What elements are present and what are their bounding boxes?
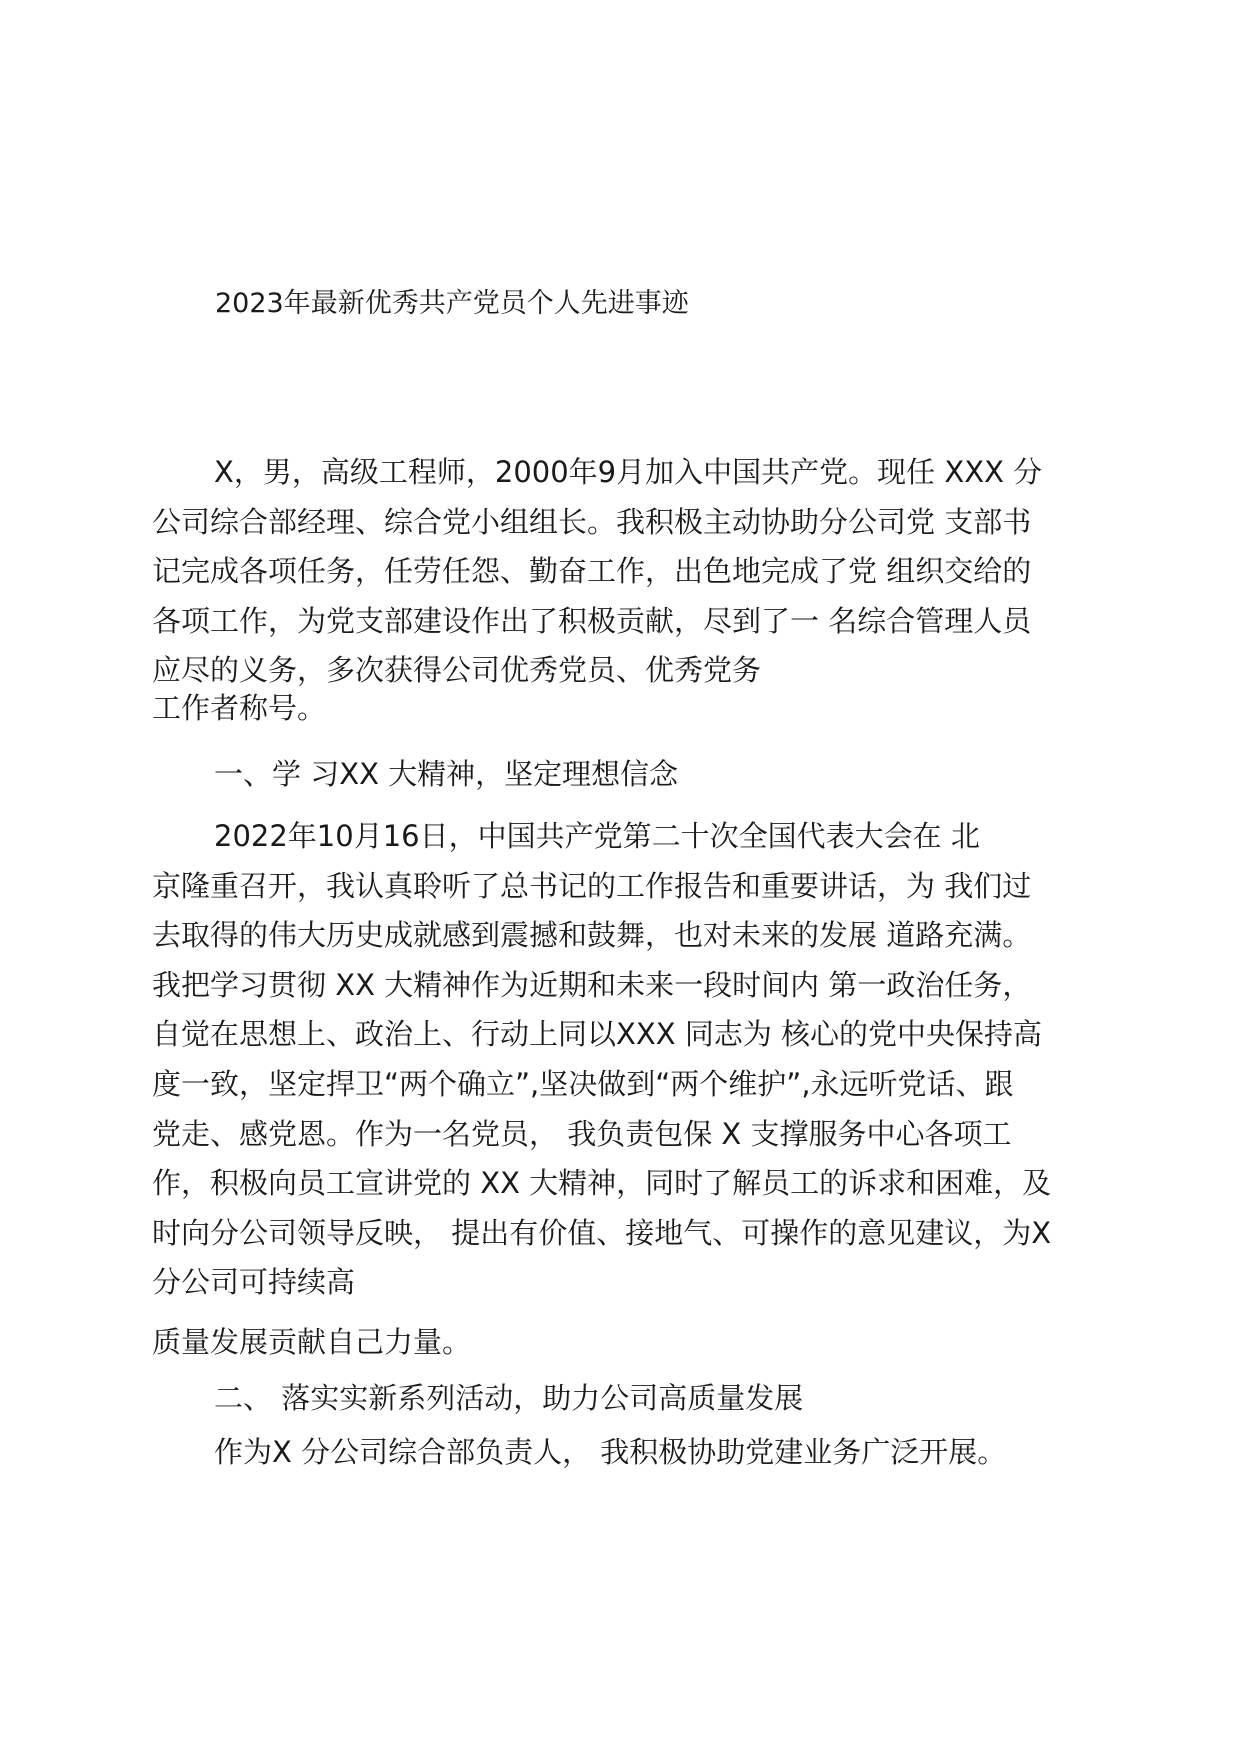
- section2-heading: 二、 落实实新系列活动，助力公司高质量发展: [214, 1381, 804, 1415]
- intro-line: X，男，高级工程师，2000年9月加入中国共产党。现任 XXX 分: [214, 455, 1043, 489]
- intro-line: 记完成各项任务，任劳任怨、勤奋工作，出色地完成了党 组织交给的: [152, 554, 1032, 589]
- section1-line: 去取得的伟大历史成就感到震撼和鼓舞，也对未来的发展 道路充满。: [152, 918, 1032, 953]
- section1-line: 时向分公司领导反映， 提出有价值、接地气、可操作的意见建议，为X: [152, 1215, 1052, 1250]
- section1-line: 我把学习贯彻 XX 大精神作为近期和未来一段时间内 第一政治任务，: [152, 967, 1032, 1002]
- section1-tail: 质量发展贡献自己力量。: [152, 1325, 472, 1359]
- intro-tail: 工作者称号。: [152, 691, 327, 725]
- section1-line: 分公司可持续高: [152, 1265, 356, 1300]
- intro-line: 公司综合部经理、综合党小组组长。我积极主动协助分公司党 支部书: [152, 504, 1032, 539]
- section1-line: 自觉在思想上、政治上、行动上同以XXX 同志为 核心的党中央保持高: [152, 1017, 1043, 1052]
- section1-line: 度一致，坚定捍卫“两个确立”,坚决做到“两个维护”,永远听党话、跟: [152, 1066, 1014, 1101]
- section1-line: 作，积极向员工宣讲党的 XX 大精神，同时了解员工的诉求和困难，及: [152, 1166, 1052, 1201]
- intro-paragraph: [152, 448, 1092, 696]
- section1-line: 2022年10月16日，中国共产党第二十次全国代表大会在 北: [214, 819, 980, 853]
- section1-paragraph: [152, 812, 1092, 1308]
- section1-line: 党走、感党恩。作为一名党员， 我负责包保 X 支撑服务中心各项工: [152, 1116, 1012, 1151]
- intro-line: 应尽的义务，多次获得公司优秀党员、优秀党务: [152, 653, 762, 688]
- section1-heading: 一、学 习XX 大精神，坚定理想信念: [214, 757, 679, 791]
- document-title: 2023年最新优秀共产党员个人先进事迹: [215, 288, 689, 319]
- section2-line: 作为X 分公司综合部负责人， 我积极协助党建业务广泛开展。: [214, 1435, 1007, 1469]
- section1-line: 京隆重召开，我认真聆听了总书记的工作报告和重要讲话，为 我们过: [152, 868, 1032, 903]
- intro-line: 各项工作，为党支部建设作出了积极贡献，尽到了一 名综合管理人员: [152, 603, 1032, 638]
